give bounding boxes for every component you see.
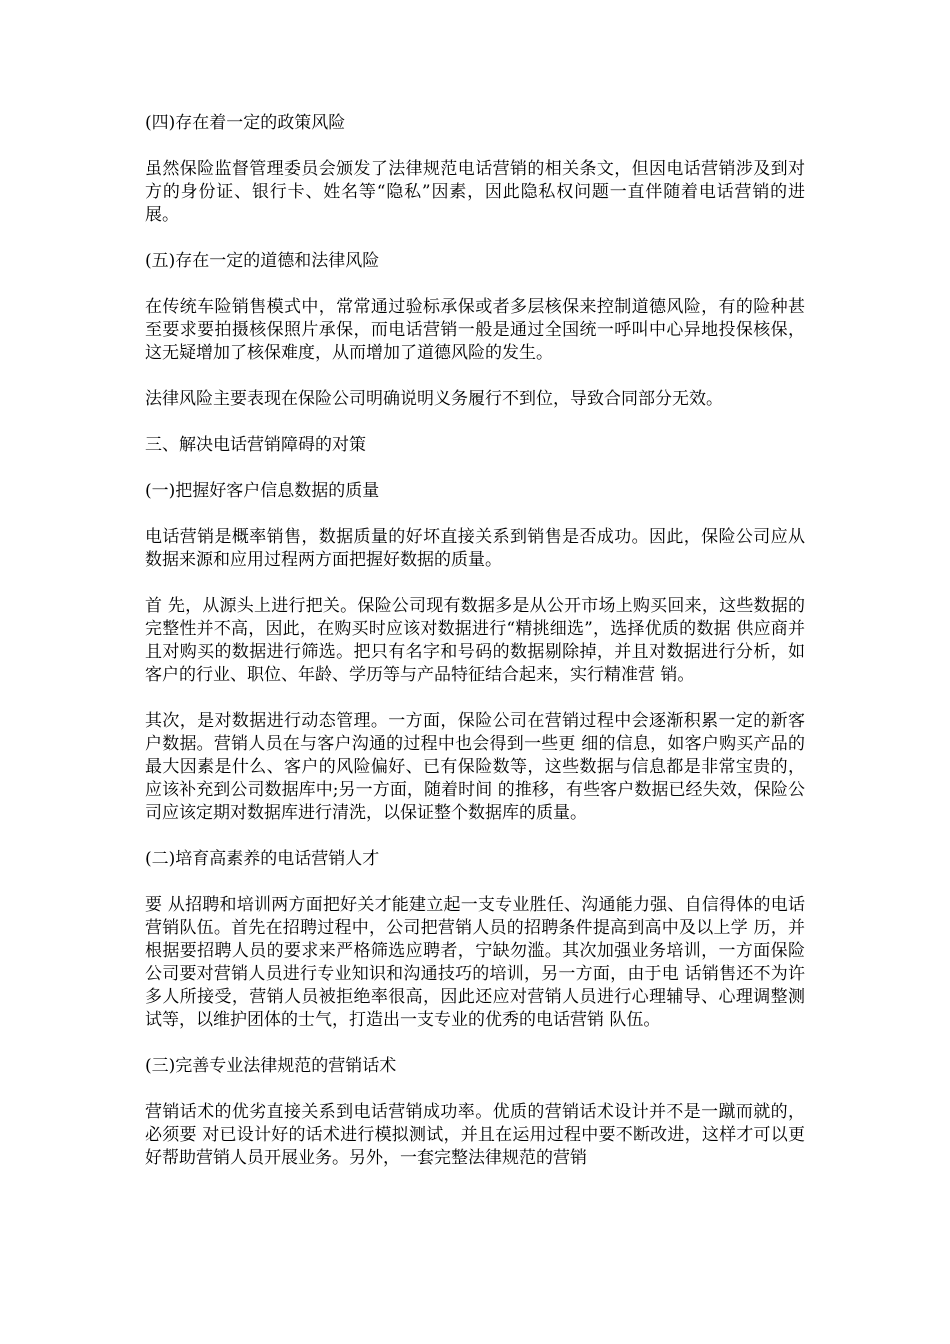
section-heading-moral-legal-risk: (五)存在一定的道德和法律风险 xyxy=(145,251,380,271)
paragraph-talent: 要 从招聘和培训两方面把好关才能建立起一支专业胜任、沟通能力强、自信得体的电话营销队伍。首先在招聘过程中，公司把营销人员的招聘条件提高到高中及以上学 历，并根据要招聘人员的要求来严格筛选应聘者，宁缺勿滥。其次加强业务培训，一方面保险公司要对营销人员进行专业知识和沟通技巧的培训，另一方面，由于电 话销售还不为许多人所接受，营销人员被拒绝率很高，因此还应对营销人员进行心理辅导、心理调整测试等，以维护团体的士气，打造出一支专业的优秀的电话营销 队伍。 xyxy=(145,895,805,1030)
paragraph-legal-risk: 法律风险主要表现在保险公司明确说明义务履行不到位，导致合同部分无效。 xyxy=(145,389,723,409)
document-page xyxy=(145,112,805,1193)
section-heading-data-quality: (一)把握好客户信息数据的质量 xyxy=(145,481,380,501)
paragraph-scripts: 营销话术的优劣直接关系到电话营销成功率。优质的营销话术设计并不是一蹴而就的，必须要 对已设计好的话术进行模拟测试，并且在运用过程中要不断改进，这样才可以更好帮助营销人员开展业务。另外，一套完整法律规范的营销 xyxy=(145,1102,805,1168)
paragraph-data-dynamic: 其次，是对数据进行动态管理。一方面，保险公司在营销过程中会逐渐积累一定的新客户数据。营销人员在与客户沟通的过程中也会得到一些更 细的信息，如客户购买产品的最大因素是什么、客户的风险偏好、已有保险数等，这些数据与信息都是非常宝贵的，应该补充到公司数据库中;另一方面，随着时间 的推移，有些客户数据已经失效，保险公司应该定期对数据库进行清洗，以保证整个数据库的质量。 xyxy=(145,711,805,823)
section-heading-policy-risk: (四)存在着一定的政策风险 xyxy=(145,113,346,133)
section-heading-countermeasures: 三、解决电话营销障碍的对策 xyxy=(145,435,366,455)
paragraph-data-quality-intro: 电话营销是概率销售，数据质量的好坏直接关系到销售是否成功。因此，保险公司应从数据来源和应用过程两方面把握好数据的质量。 xyxy=(145,527,805,570)
paragraph-privacy: 虽然保险监督管理委员会颁发了法律规范电话营销的相关条文，但因电话营销涉及到对方的身份证、银行卡、姓名等“隐私”因素，因此隐私权问题一直伴随着电话营销的进展。 xyxy=(145,159,805,225)
paragraph-data-source: 首 先，从源头上进行把关。保险公司现有数据多是从公开市场上购买回来，这些数据的完整性并不高，因此，在购买时应该对数据进行“精挑细选”，选择优质的数据 供应商并且对购买的数据进行筛选。把只有名字和号码的数据剔除掉，并且对数据进行分析，如客户的行业、职位、年龄、学历等与产品特征结合起来，实行精准营 销。 xyxy=(145,596,805,685)
section-heading-talent: (二)培育高素养的电话营销人才 xyxy=(145,849,380,869)
section-heading-scripts: (三)完善专业法律规范的营销话术 xyxy=(145,1056,397,1076)
paragraph-moral-risk: 在传统车险销售模式中，常常通过验标承保或者多层核保来控制道德风险，有的险种甚至要求要拍摄核保照片承保，而电话营销一般是通过全国统一呼叫中心异地投保核保，这无疑增加了核保难度，从而增加了道德风险的发生。 xyxy=(145,297,805,363)
